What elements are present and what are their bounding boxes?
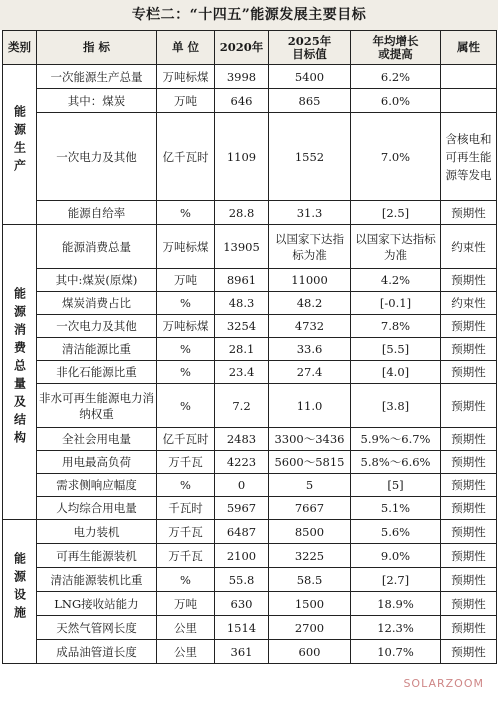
cell-2020: 4223 [215,451,269,474]
table-row [3,474,497,497]
cell-unit: 公里 [157,640,215,664]
cell-2020: 1109 [215,113,269,201]
cell-growth: [4.0] [351,361,441,384]
header-target-line2: 目标值 [292,46,327,61]
header-target-line1: 2025年 [287,33,332,48]
cell-unit: 万千瓦 [157,451,215,474]
header-growth [351,31,441,65]
cell-target: 58.5 [269,568,351,592]
cell-2020: 55.8 [215,568,269,592]
cell-2020: 2100 [215,544,269,568]
cell-indicator: 电力装机 [37,520,157,544]
cell-2020: 28.8 [215,201,269,225]
table-row [3,65,497,89]
cell-2020: 13905 [215,225,269,269]
cell-attribute: 预期性 [441,201,497,225]
cell-2020: 3998 [215,65,269,89]
header-row [3,31,497,65]
header-category: 类别 [3,31,37,65]
cell-indicator: 能源自给率 [37,201,157,225]
cell-2020: 8961 [215,269,269,292]
header-2020: 2020年 [215,31,269,65]
table-row [3,592,497,616]
cell-unit: 千瓦时 [157,497,215,520]
cell-target: 以国家下达指标为准 [269,225,351,269]
cell-unit: % [157,201,215,225]
cell-target: 48.2 [269,292,351,315]
cell-indicator: 其中：煤炭 [37,89,157,113]
cell-2020: 6487 [215,520,269,544]
cell-2020: 23.4 [215,361,269,384]
cell-unit: 万千瓦 [157,520,215,544]
cell-2020: 7.2 [215,384,269,428]
category-consumption [3,225,37,520]
cell-attribute: 预期性 [441,592,497,616]
cell-growth: [3.8] [351,384,441,428]
cell-unit: % [157,384,215,428]
table-row [3,568,497,592]
cell-indicator: 成品油管道长度 [37,640,157,664]
cell-attribute: 预期性 [441,568,497,592]
cell-unit: % [157,292,215,315]
cell-indicator: 能源消费总量 [37,225,157,269]
cell-unit: 万吨 [157,89,215,113]
header-attribute: 属性 [441,31,497,65]
cell-indicator: 可再生能源装机 [37,544,157,568]
cell-attribute: 预期性 [441,640,497,664]
cell-2020: 1514 [215,616,269,640]
cell-attribute: 预期性 [441,497,497,520]
cell-growth: 6.0% [351,89,441,113]
watermark: SOLARZOOM [403,677,484,690]
cell-2020: 2483 [215,428,269,451]
table-row [3,640,497,664]
cell-attribute: 预期性 [441,338,497,361]
cell-2020: 0 [215,474,269,497]
cell-unit: 万吨标煤 [157,65,215,89]
cell-2020: 646 [215,89,269,113]
cell-indicator: LNG接收站能力 [37,592,157,616]
cell-unit: 万千瓦 [157,544,215,568]
cell-attribute: 预期性 [441,616,497,640]
cell-indicator: 一次能源生产总量 [37,65,157,89]
cell-indicator: 一次电力及其他 [37,113,157,201]
cell-2020: 5967 [215,497,269,520]
cell-growth: [5.5] [351,338,441,361]
cell-attribute: 预期性 [441,451,497,474]
header-growth-line1: 年均增长 [372,33,419,48]
cell-growth: 7.8% [351,315,441,338]
table-row [3,361,497,384]
cell-target: 3225 [269,544,351,568]
cell-2020: 28.1 [215,338,269,361]
cell-unit: 万吨标煤 [157,315,215,338]
cell-unit: % [157,568,215,592]
cell-attribute: 预期性 [441,474,497,497]
cell-attribute: 约束性 [441,225,497,269]
table-row [3,497,497,520]
cell-growth: 10.7% [351,640,441,664]
cell-indicator: 用电最高负荷 [37,451,157,474]
cell-target: 11.0 [269,384,351,428]
cell-attribute: 预期性 [441,315,497,338]
table-row [3,225,497,269]
cell-attribute: 预期性 [441,544,497,568]
header-unit: 单 位 [157,31,215,65]
cell-indicator: 煤炭消费占比 [37,292,157,315]
cell-growth: 7.0% [351,113,441,201]
category-label: 能源消费总量及结构 [12,287,27,449]
cell-2020: 630 [215,592,269,616]
cell-unit: % [157,474,215,497]
cell-growth: 12.3% [351,616,441,640]
table-row [3,451,497,474]
cell-unit: 万吨标煤 [157,225,215,269]
cell-target: 27.4 [269,361,351,384]
cell-indicator: 清洁能源比重 [37,338,157,361]
header-growth-line2: 或提高 [378,46,413,61]
table-row [3,201,497,225]
cell-unit: 亿千瓦时 [157,428,215,451]
cell-unit: % [157,338,215,361]
cell-attribute: 预期性 [441,361,497,384]
cell-target: 5600～5815 [269,451,351,474]
table-row [3,338,497,361]
cell-growth: 18.9% [351,592,441,616]
cell-target: 600 [269,640,351,664]
table-row [3,89,497,113]
header-indicator: 指 标 [37,31,157,65]
cell-growth: [5] [351,474,441,497]
cell-unit: 万吨 [157,269,215,292]
cell-attribute: 预期性 [441,384,497,428]
cell-target: 33.6 [269,338,351,361]
cell-growth: [-0.1] [351,292,441,315]
header-target [269,31,351,65]
cell-growth: 6.2% [351,65,441,89]
cell-target: 3300～3436 [269,428,351,451]
cell-target: 5400 [269,65,351,89]
category-label: 能源生产 [12,104,27,177]
cell-indicator: 非化石能源比重 [37,361,157,384]
cell-indicator: 全社会用电量 [37,428,157,451]
table-row [3,292,497,315]
category-label: 能源设施 [12,551,27,624]
cell-growth: 4.2% [351,269,441,292]
cell-2020: 3254 [215,315,269,338]
table-row [3,113,497,201]
cell-unit: 万吨 [157,592,215,616]
cell-target: 5 [269,474,351,497]
cell-target: 4732 [269,315,351,338]
cell-indicator: 需求侧响应幅度 [37,474,157,497]
cell-growth: [2.7] [351,568,441,592]
cell-indicator: 人均综合用电量 [37,497,157,520]
cell-indicator: 非水可再生能源电力消纳权重 [37,384,157,428]
cell-unit: 公里 [157,616,215,640]
cell-2020: 48.3 [215,292,269,315]
cell-indicator: 一次电力及其他 [37,315,157,338]
cell-attribute: 预期性 [441,520,497,544]
cell-growth: 5.8%～6.6% [351,451,441,474]
table-row [3,428,497,451]
cell-indicator: 天然气管网长度 [37,616,157,640]
cell-growth: 5.1% [351,497,441,520]
table-row [3,544,497,568]
cell-growth: 5.9%～6.7% [351,428,441,451]
cell-growth: 5.6% [351,520,441,544]
cell-attribute: 预期性 [441,428,497,451]
cell-attribute: 预期性 [441,269,497,292]
table-title: 专栏二：“十四五”能源发展主要目标 [0,0,498,30]
category-production [3,65,37,225]
cell-indicator: 其中:煤炭(原煤) [37,269,157,292]
cell-attribute [441,65,497,89]
cell-target: 865 [269,89,351,113]
cell-attribute: 约束性 [441,292,497,315]
cell-target: 1552 [269,113,351,201]
cell-target: 1500 [269,592,351,616]
cell-attribute: 含核电和可再生能源等发电 [441,113,497,201]
table-row [3,384,497,428]
cell-target: 31.3 [269,201,351,225]
cell-growth: 以国家下达指标为准 [351,225,441,269]
cell-indicator: 清洁能源装机比重 [37,568,157,592]
table-row [3,616,497,640]
cell-attribute [441,89,497,113]
cell-unit: 亿千瓦时 [157,113,215,201]
energy-targets-table [2,30,497,664]
cell-target: 11000 [269,269,351,292]
table-row [3,520,497,544]
table-row [3,269,497,292]
cell-2020: 361 [215,640,269,664]
cell-target: 8500 [269,520,351,544]
category-facilities [3,520,37,664]
cell-target: 2700 [269,616,351,640]
cell-growth: [2.5] [351,201,441,225]
cell-target: 7667 [269,497,351,520]
table-row [3,315,497,338]
cell-growth: 9.0% [351,544,441,568]
cell-unit: % [157,361,215,384]
